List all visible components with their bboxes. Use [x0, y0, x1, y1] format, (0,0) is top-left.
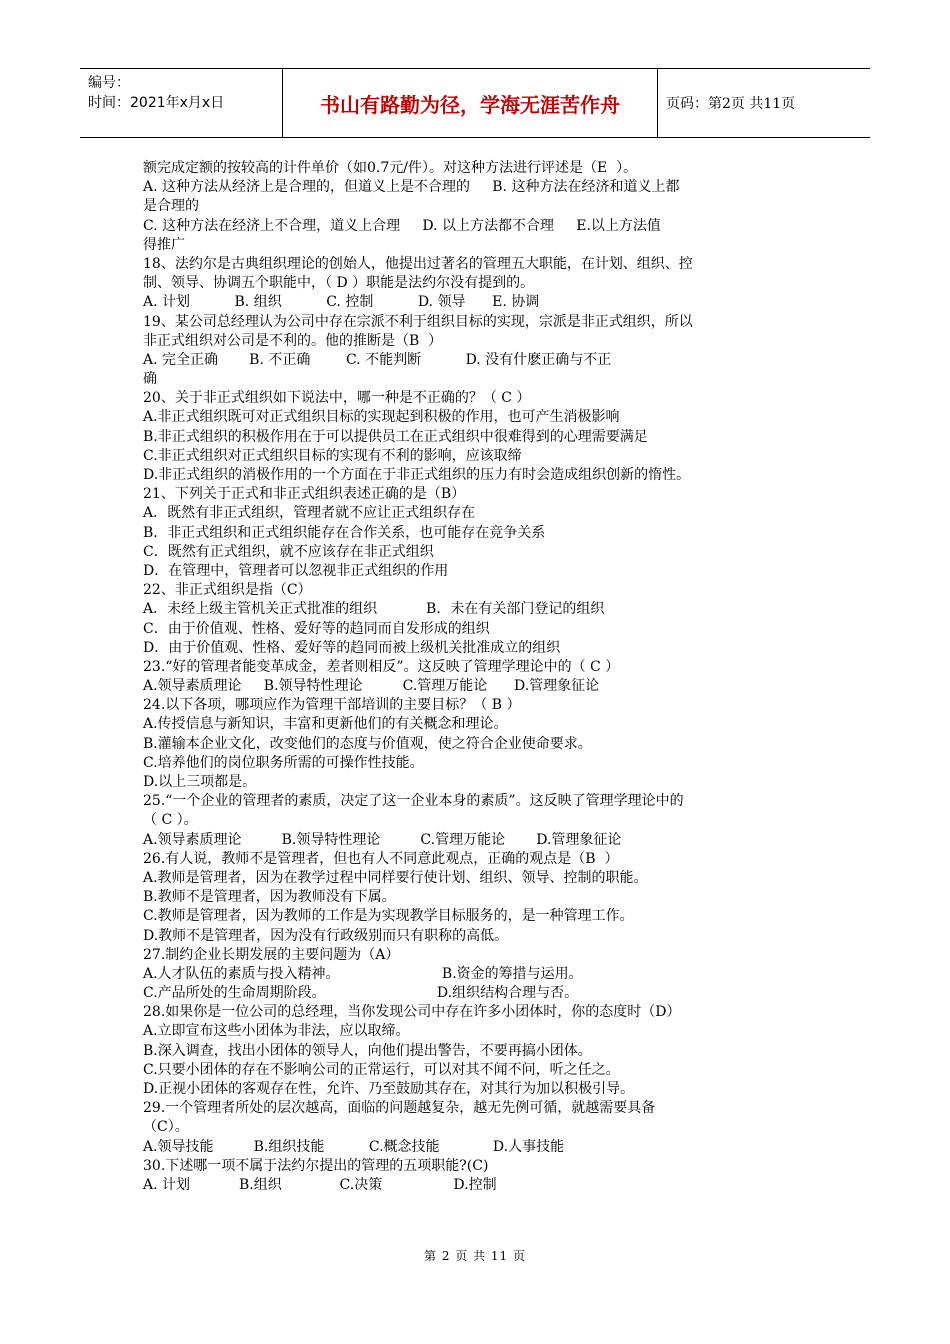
text-line: C.教师是管理者，因为教师的工作是为实现教学目标服务的，是一种管理工作。 [143, 908, 634, 925]
text-line: A.领导素质理论 B.领导特性理论 C.管理万能论 D.管理象征论 [143, 831, 622, 848]
text-line: 是合理的 [143, 198, 199, 215]
page-footer: 第 2 页 共 11 页 [424, 1249, 526, 1263]
text-line: 22、非正式组织是指（C） [143, 582, 312, 599]
text-line: C.产品所处的生命周期阶段。 D.组织结构合理与否。 [143, 985, 579, 1002]
text-line: 18、法约尔是古典组织理论的创始人，他提出过著名的管理五大职能，在计划、组织、控 [143, 255, 693, 272]
text-line: A．未经上级主管机关正式批准的组织 B．未在有关部门登记的组织 [143, 601, 605, 618]
text-line: 制、领导、协调五个职能中，（ D ）职能是法约尔没有提到的。 [143, 275, 535, 292]
text-line: 29.一个管理者所处的层次越高，面临的问题越复杂，越无先例可循，就越需要具备 [143, 1100, 656, 1117]
text-line: A.非正式组织既可对正式组织目标的实现起到积极的作用，也可产生消极影响 [143, 409, 620, 426]
text-line: A. 这种方法从经济上是合理的，但道义上是不合理的 B. 这种方法在经济和道义上都 [143, 179, 680, 196]
text-line: （C）。 [143, 1119, 189, 1136]
text-line: C. 这种方法在经济上不合理，道义上合理 D. 以上方法都不合理 E.以上方法值 [143, 217, 661, 234]
text-line: B.教师不是管理者，因为教师没有下属。 [143, 889, 396, 906]
text-line: C.培养他们的岗位职务所需的可操作性技能。 [143, 754, 424, 771]
text-line: 23.“好的管理者能变革成金，差者则相反”。这反映了管理学理论中的（ C ） [143, 658, 620, 675]
text-line: A.领导技能 B.组织技能 C.概念技能 D.人事技能 [143, 1138, 565, 1155]
text-line: B.灌输本企业文化，改变他们的态度与价值观，使之符合企业使命要求。 [143, 735, 592, 752]
text-line: 19、某公司总经理认为公司中存在宗派不利于组织目标的实现，宗派是非正式组织，所以 [143, 313, 693, 330]
text-line: C.只要小团体的存在不影响公司的正常运行，可以对其不闻不问，听之任之。 [143, 1061, 620, 1078]
text-line: 28.如果你是一位公司的总经理，当你发现公司中存在许多小团体时，你的态度时（D） [143, 1004, 681, 1021]
text-line: D．在管理中，管理者可以忽视非正式组织的作用 [143, 562, 449, 579]
text-line: 26.有人说，教师不是管理者，但也有人不同意此观点，正确的观点是（B ） [143, 850, 619, 867]
text-line: 27.制约企业长期发展的主要问题为（A） [143, 946, 400, 963]
text-line: 确 [143, 371, 157, 388]
text-line: B.深入调查，找出小团体的领导人，向他们提出警告，不要再搞小团体。 [143, 1042, 592, 1059]
text-line: A.立即宣布这些小团体为非法，应以取缔。 [143, 1023, 410, 1040]
number-label: 编号： [88, 75, 130, 91]
text-line: A.传授信息与新知识，丰富和更新他们的有关概念和理论。 [143, 716, 508, 733]
page-header [80, 68, 870, 138]
text-line: C.非正式组织对正式组织目标的实现有不利的影响，应该取缔 [143, 447, 522, 464]
text-line: 20、关于非正式组织如下说法中，哪一种是不正确的？（ C ） [143, 390, 531, 407]
text-line: C．由于价值观、性格、爱好等的趋同而自发形成的组织 [143, 620, 490, 637]
text-line: D．由于价值观、性格、爱好等的趋同而被上级机关批准成立的组织 [143, 639, 561, 656]
text-line: 30.下述哪一项不属于法约尔提出的管理的五项职能?(C) [143, 1157, 489, 1174]
header-left-cell [80, 69, 282, 137]
time-label: 时间：2021年x月x日 [88, 95, 225, 111]
text-line: A. 计划 B. 组织 C. 控制 D. 领导 E. 协调 [143, 294, 540, 311]
text-line: B.非正式组织的积极作用在于可以提供员工在正式组织中很难得到的心理需要满足 [143, 428, 648, 445]
text-line: A.领导素质理论 B.领导特性理论 C.管理万能论 D.管理象征论 [143, 678, 600, 695]
text-line: D.非正式组织的消极作用的一个方面在于非正式组织的压力有时会造成组织创新的惰性。 [143, 467, 691, 483]
text-line: A．既然有非正式组织，管理者就不应让正式组织存在 [143, 505, 476, 522]
text-line: A. 完全正确 B. 不正确 C. 不能判断 D. 没有什麽正确与不正 [143, 351, 612, 368]
text-line: 21、下列关于正式和非正式组织表述正确的是（B） [143, 486, 466, 503]
text-line: A.人才队伍的素质与投入精神。 B.资金的筹措与运用。 [143, 965, 583, 982]
page-info: 页码：第2页 共11页 [666, 96, 796, 112]
text-line: B．非正式组织和正式组织能存在合作关系，也可能存在竞争关系 [143, 524, 546, 541]
text-line: C．既然有正式组织，就不应该存在非正式组织 [143, 543, 434, 560]
text-line: 非正式组织对公司是不利的。他的推断是（B ） [143, 332, 443, 349]
text-line: A. 计划 B.组织 C.决策 D.控制 [143, 1176, 497, 1193]
text-line: 25.“一个企业的管理者的素质，决定了这一企业本身的素质”。这反映了管理学理论中的 [143, 793, 684, 810]
motto: 书山有路勤为径，学海无涯苦作舟 [282, 69, 658, 137]
text-line: D.正视小团体的客观存在性，允许、乃至鼓励其存在，对其行为加以积极引导。 [143, 1081, 635, 1097]
text-line: 得推广 [143, 236, 185, 253]
document-body [143, 159, 813, 1195]
text-line: 24.以下各项，哪项应作为管理干部培训的主要目标？（ B ） [143, 697, 521, 714]
text-line: （ C ）。 [143, 812, 198, 829]
text-line: 额完成定额的按较高的计件单价（如0.7元/件）。对这种方法进行评述是（E ）。 [143, 160, 638, 176]
text-line: D.教师不是管理者，因为没有行政级别而只有职称的高低。 [143, 927, 509, 944]
text-line: D.以上三项都是。 [143, 774, 257, 790]
text-line: A.教师是管理者，因为在教学过程中同样要行使计划、组织、领导、控制的职能。 [143, 869, 648, 886]
